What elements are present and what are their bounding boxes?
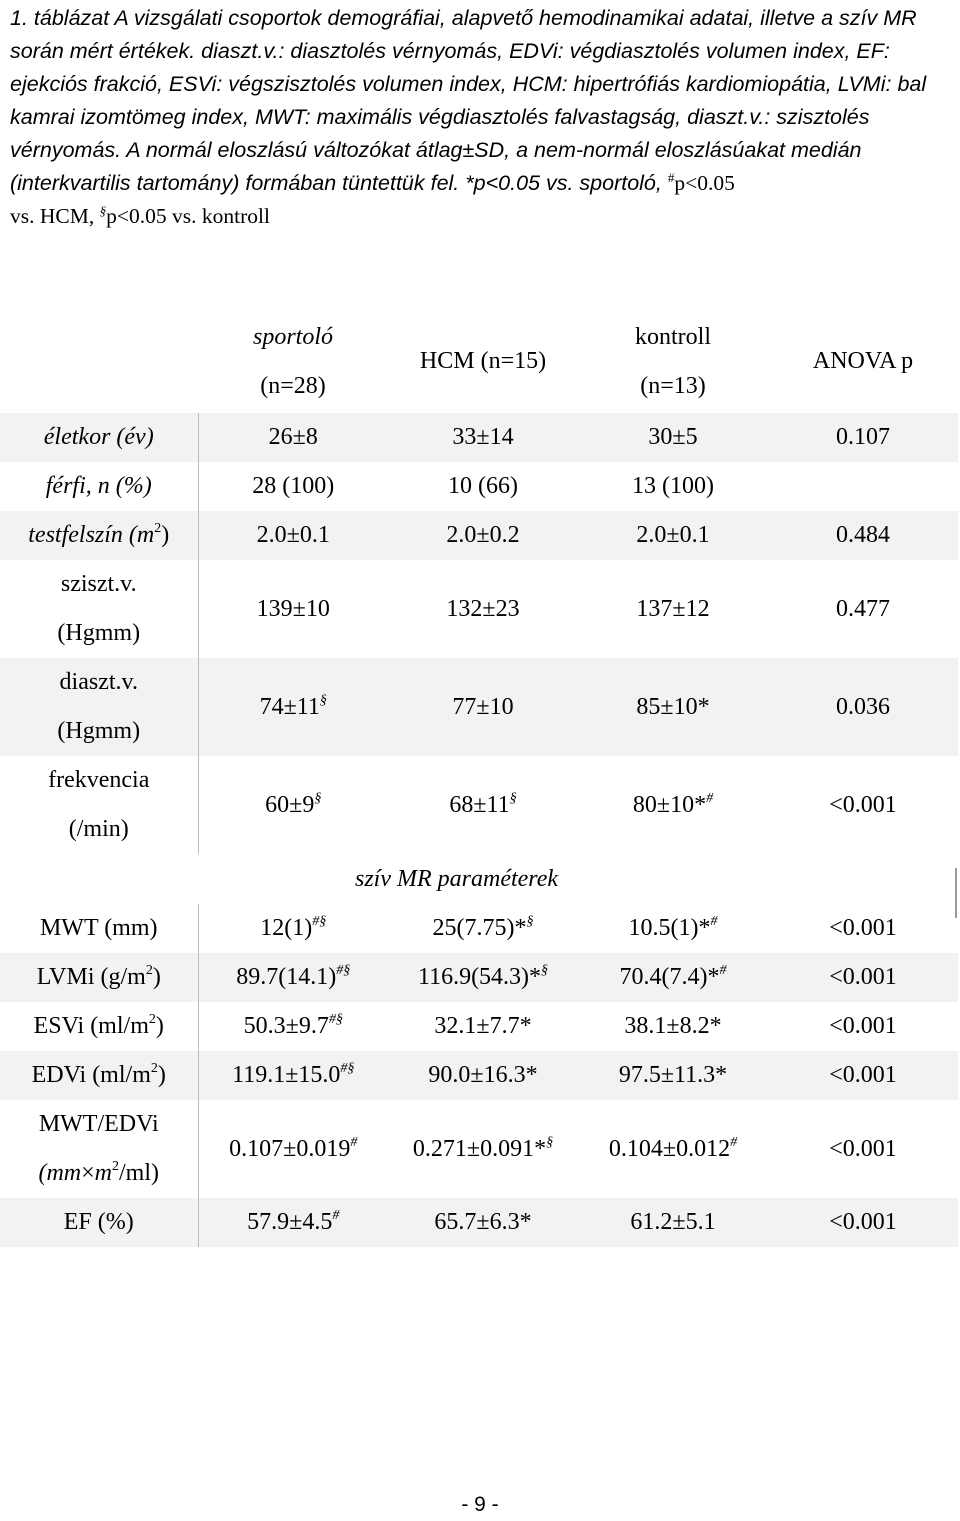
cell-superscript: # bbox=[730, 1134, 738, 1150]
cell-value: 116.9(54.3)* bbox=[417, 964, 542, 990]
cell-superscript: § bbox=[319, 692, 327, 708]
cell-value: 50.3±9.7 bbox=[243, 1013, 329, 1039]
row-label-end: ) bbox=[152, 964, 161, 990]
table-row bbox=[0, 560, 958, 658]
caption-hash-mark: # bbox=[667, 169, 675, 185]
cell-value: 68±11 bbox=[449, 791, 510, 818]
cell-hcm bbox=[388, 904, 578, 953]
cell-hcm bbox=[388, 953, 578, 1002]
cell-value: 80±10* bbox=[632, 791, 707, 818]
row-label-superscript: 2 bbox=[148, 1012, 156, 1028]
row-label-superscript: 2 bbox=[145, 963, 153, 979]
row-label-unit-x: × bbox=[81, 1160, 95, 1186]
section-title bbox=[0, 854, 958, 904]
table-row bbox=[0, 1198, 958, 1247]
cell-hcm: 2.0±0.2 bbox=[388, 511, 578, 560]
cell-kontroll: 61.2±5.1 bbox=[578, 1198, 768, 1247]
cell-anova: <0.001 bbox=[768, 1198, 958, 1247]
cell-sportolo: 2.0±0.1 bbox=[198, 511, 388, 560]
row-label-line1: diaszt.v. bbox=[59, 669, 138, 695]
cell-sportolo: 139±10 bbox=[256, 595, 330, 622]
cell-kontroll: 85±10* bbox=[578, 658, 768, 756]
header-anova: ANOVA p bbox=[812, 348, 914, 374]
header-empty-cell bbox=[0, 310, 198, 413]
cell-value: 119.1±15.0 bbox=[232, 1062, 341, 1088]
row-label bbox=[0, 953, 198, 1002]
row-label bbox=[0, 658, 198, 756]
row-label-line1: MWT/EDVi bbox=[38, 1111, 159, 1137]
cell-anova bbox=[768, 462, 958, 511]
row-label bbox=[0, 756, 198, 854]
cell-sportolo: 28 (100) bbox=[252, 473, 335, 499]
cell-sportolo bbox=[198, 756, 388, 854]
header-sportolo bbox=[198, 310, 388, 413]
cell-superscript: #§ bbox=[336, 963, 351, 979]
row-label bbox=[0, 1100, 198, 1198]
cell-superscript: # bbox=[719, 963, 727, 979]
cell-sportolo bbox=[198, 1198, 388, 1247]
cell-anova: <0.001 bbox=[829, 1013, 897, 1039]
row-label: MWT (mm) bbox=[0, 904, 198, 953]
cell-sportolo bbox=[198, 953, 388, 1002]
cell-kontroll: 38.1±8.2* bbox=[624, 1013, 722, 1039]
cell-sportolo bbox=[198, 904, 388, 953]
table-row bbox=[0, 904, 958, 953]
cell-hcm bbox=[388, 1100, 578, 1198]
cell-value: 57.9±4.5 bbox=[247, 1209, 333, 1235]
cell-superscript: § bbox=[541, 963, 549, 979]
cell-anova: <0.001 bbox=[829, 791, 897, 818]
table-row bbox=[0, 1100, 958, 1198]
row-label: életkor (év) bbox=[0, 413, 198, 462]
cell-hcm: 90.0±16.3* bbox=[388, 1051, 578, 1100]
cell-sportolo: 26±8 bbox=[198, 413, 388, 462]
cell-superscript: # bbox=[350, 1134, 358, 1150]
cell-kontroll: 13 (100) bbox=[632, 473, 714, 499]
table-row bbox=[0, 462, 958, 511]
cell-kontroll: 97.5±11.3* bbox=[578, 1051, 768, 1100]
header-kontroll-label: kontroll bbox=[635, 323, 711, 350]
row-label-superscript: 2 bbox=[150, 1061, 158, 1077]
cell-superscript: # bbox=[706, 790, 714, 806]
cell-superscript: § bbox=[526, 914, 534, 930]
caption-text-kontroll: p<0.05 vs. kontroll bbox=[106, 204, 270, 228]
header-kontroll bbox=[578, 310, 768, 413]
row-label-line1: frekvencia bbox=[48, 767, 150, 793]
row-label bbox=[0, 560, 198, 658]
table-row bbox=[0, 953, 958, 1002]
page-number: - 9 - bbox=[461, 1493, 499, 1516]
cell-anova: <0.001 bbox=[829, 915, 897, 941]
margin-mark bbox=[955, 868, 957, 918]
cell-kontroll: 2.0±0.1 bbox=[578, 511, 768, 560]
cell-hcm: 33±14 bbox=[388, 413, 578, 462]
row-label bbox=[0, 1002, 198, 1051]
results-table bbox=[0, 310, 958, 1247]
row-label-text: EDVi (ml/m bbox=[31, 1062, 151, 1088]
row-label-line2: (/min) bbox=[68, 816, 129, 842]
table-row bbox=[0, 511, 958, 560]
header-kontroll-n: (n=13) bbox=[640, 372, 706, 399]
cell-value: 0.107±0.019 bbox=[229, 1135, 351, 1162]
table-row bbox=[0, 756, 958, 854]
cell-hcm: 65.7±6.3* bbox=[388, 1198, 578, 1247]
row-label-superscript: 2 bbox=[154, 521, 162, 537]
cell-value: 70.4(7.4)* bbox=[619, 964, 720, 990]
cell-value: 25(7.75)* bbox=[432, 915, 527, 941]
caption-section-mark: § bbox=[99, 202, 107, 218]
header-hcm: HCM (n=15) bbox=[419, 348, 547, 374]
cell-anova: 0.107 bbox=[768, 413, 958, 462]
cell-sportolo bbox=[198, 658, 388, 756]
row-label-line2: (Hgmm) bbox=[57, 620, 141, 646]
section-row bbox=[0, 854, 958, 904]
cell-superscript: #§ bbox=[340, 1061, 355, 1077]
cell-hcm: 32.1±7.7* bbox=[434, 1013, 532, 1039]
cell-anova: <0.001 bbox=[768, 953, 958, 1002]
cell-kontroll: 30±5 bbox=[578, 413, 768, 462]
caption-text-hcm: vs. HCM, bbox=[10, 204, 100, 228]
cell-kontroll: 137±12 bbox=[636, 595, 710, 622]
row-label-superscript: 2 bbox=[112, 1159, 120, 1175]
cell-superscript: #§ bbox=[328, 1012, 343, 1028]
cell-superscript: § bbox=[546, 1134, 554, 1150]
row-label bbox=[0, 1051, 198, 1100]
table-row bbox=[0, 1051, 958, 1100]
table-row bbox=[0, 658, 958, 756]
cell-superscript: #§ bbox=[312, 914, 327, 930]
cell-hcm: 132±23 bbox=[446, 595, 520, 622]
table-row bbox=[0, 413, 958, 462]
table-caption bbox=[10, 2, 950, 233]
row-label-text: LVMi (g/m bbox=[36, 964, 146, 990]
table-header-row bbox=[0, 310, 958, 413]
cell-value: 0.271±0.091* bbox=[412, 1135, 547, 1162]
cell-superscript: § bbox=[314, 790, 322, 806]
row-label-end: ) bbox=[157, 1062, 166, 1088]
cell-value: 10.5(1)* bbox=[628, 915, 711, 941]
cell-anova: 0.484 bbox=[768, 511, 958, 560]
cell-value: 0.104±0.012 bbox=[608, 1135, 731, 1162]
cell-superscript: # bbox=[710, 914, 718, 930]
row-label-end: ) bbox=[155, 1013, 164, 1039]
row-label-text: testfelszín (m bbox=[28, 522, 155, 548]
row-label-text: ESVi (ml/m bbox=[33, 1013, 149, 1039]
row-label-line2: (Hgmm) bbox=[57, 718, 141, 744]
cell-hcm: 10 (66) bbox=[448, 473, 518, 499]
row-label-line1: sziszt.v. bbox=[60, 571, 137, 597]
row-label-unit-b: /ml) bbox=[119, 1160, 160, 1186]
caption-text-p: p<0.05 bbox=[674, 171, 735, 195]
row-label-unit-m: m bbox=[94, 1160, 113, 1186]
row-label: férfi, n (%) bbox=[0, 462, 198, 511]
cell-sportolo bbox=[198, 1100, 388, 1198]
cell-anova: <0.001 bbox=[829, 1135, 897, 1162]
cell-value: 74±11 bbox=[259, 693, 320, 720]
cell-value: 60±9 bbox=[265, 791, 315, 818]
cell-kontroll bbox=[578, 1100, 768, 1198]
cell-hcm: 77±10 bbox=[388, 658, 578, 756]
cell-kontroll bbox=[578, 904, 768, 953]
cell-value: 89.7(14.1) bbox=[236, 964, 337, 990]
cell-anova: 0.036 bbox=[768, 658, 958, 756]
cell-value: 12(1) bbox=[260, 915, 313, 941]
header-sportolo-n: (n=28) bbox=[260, 372, 326, 399]
cell-hcm bbox=[388, 756, 578, 854]
caption-text: 1. táblázat A vizsgálati csoportok demográfiai, alapvető hemodinamikai adatai, illetve a szív MR során mért értékek. diaszt.v.: diasztolés vérnyomás, EDVi: végdiasztolés volumen index, EF: ejekciós frakció, ESVi: végszisztolés volumen index, HCM: hipertrófiás kardiomiopátia, LVMi: bal kamrai izomtömeg index, MWT: maximális végdiasztolés falvastagság, diaszt.v.: szisztolés vérnyomás. A normál eloszlású változókat átlag±SD, a nem-normál eloszlásúakat medián (interkvartilis tartomány) formában tüntettük fel. *p<0.05 vs. sportoló, bbox=[10, 6, 927, 195]
cell-superscript: # bbox=[332, 1208, 340, 1224]
cell-anova: 0.477 bbox=[836, 595, 890, 622]
cell-anova: <0.001 bbox=[768, 1051, 958, 1100]
cell-kontroll bbox=[578, 953, 768, 1002]
row-label-end: ) bbox=[161, 522, 170, 548]
cell-superscript: § bbox=[509, 790, 517, 806]
cell-kontroll bbox=[578, 756, 768, 854]
table-row bbox=[0, 1002, 958, 1051]
row-label: EF (%) bbox=[0, 1198, 198, 1247]
header-sportolo-label: sportoló bbox=[252, 323, 333, 350]
section-title-text: szív MR paraméterek bbox=[355, 865, 559, 892]
cell-sportolo bbox=[198, 1002, 388, 1051]
cell-sportolo bbox=[198, 1051, 388, 1100]
row-label-unit-a: (mm bbox=[38, 1160, 82, 1186]
row-label bbox=[0, 511, 198, 560]
